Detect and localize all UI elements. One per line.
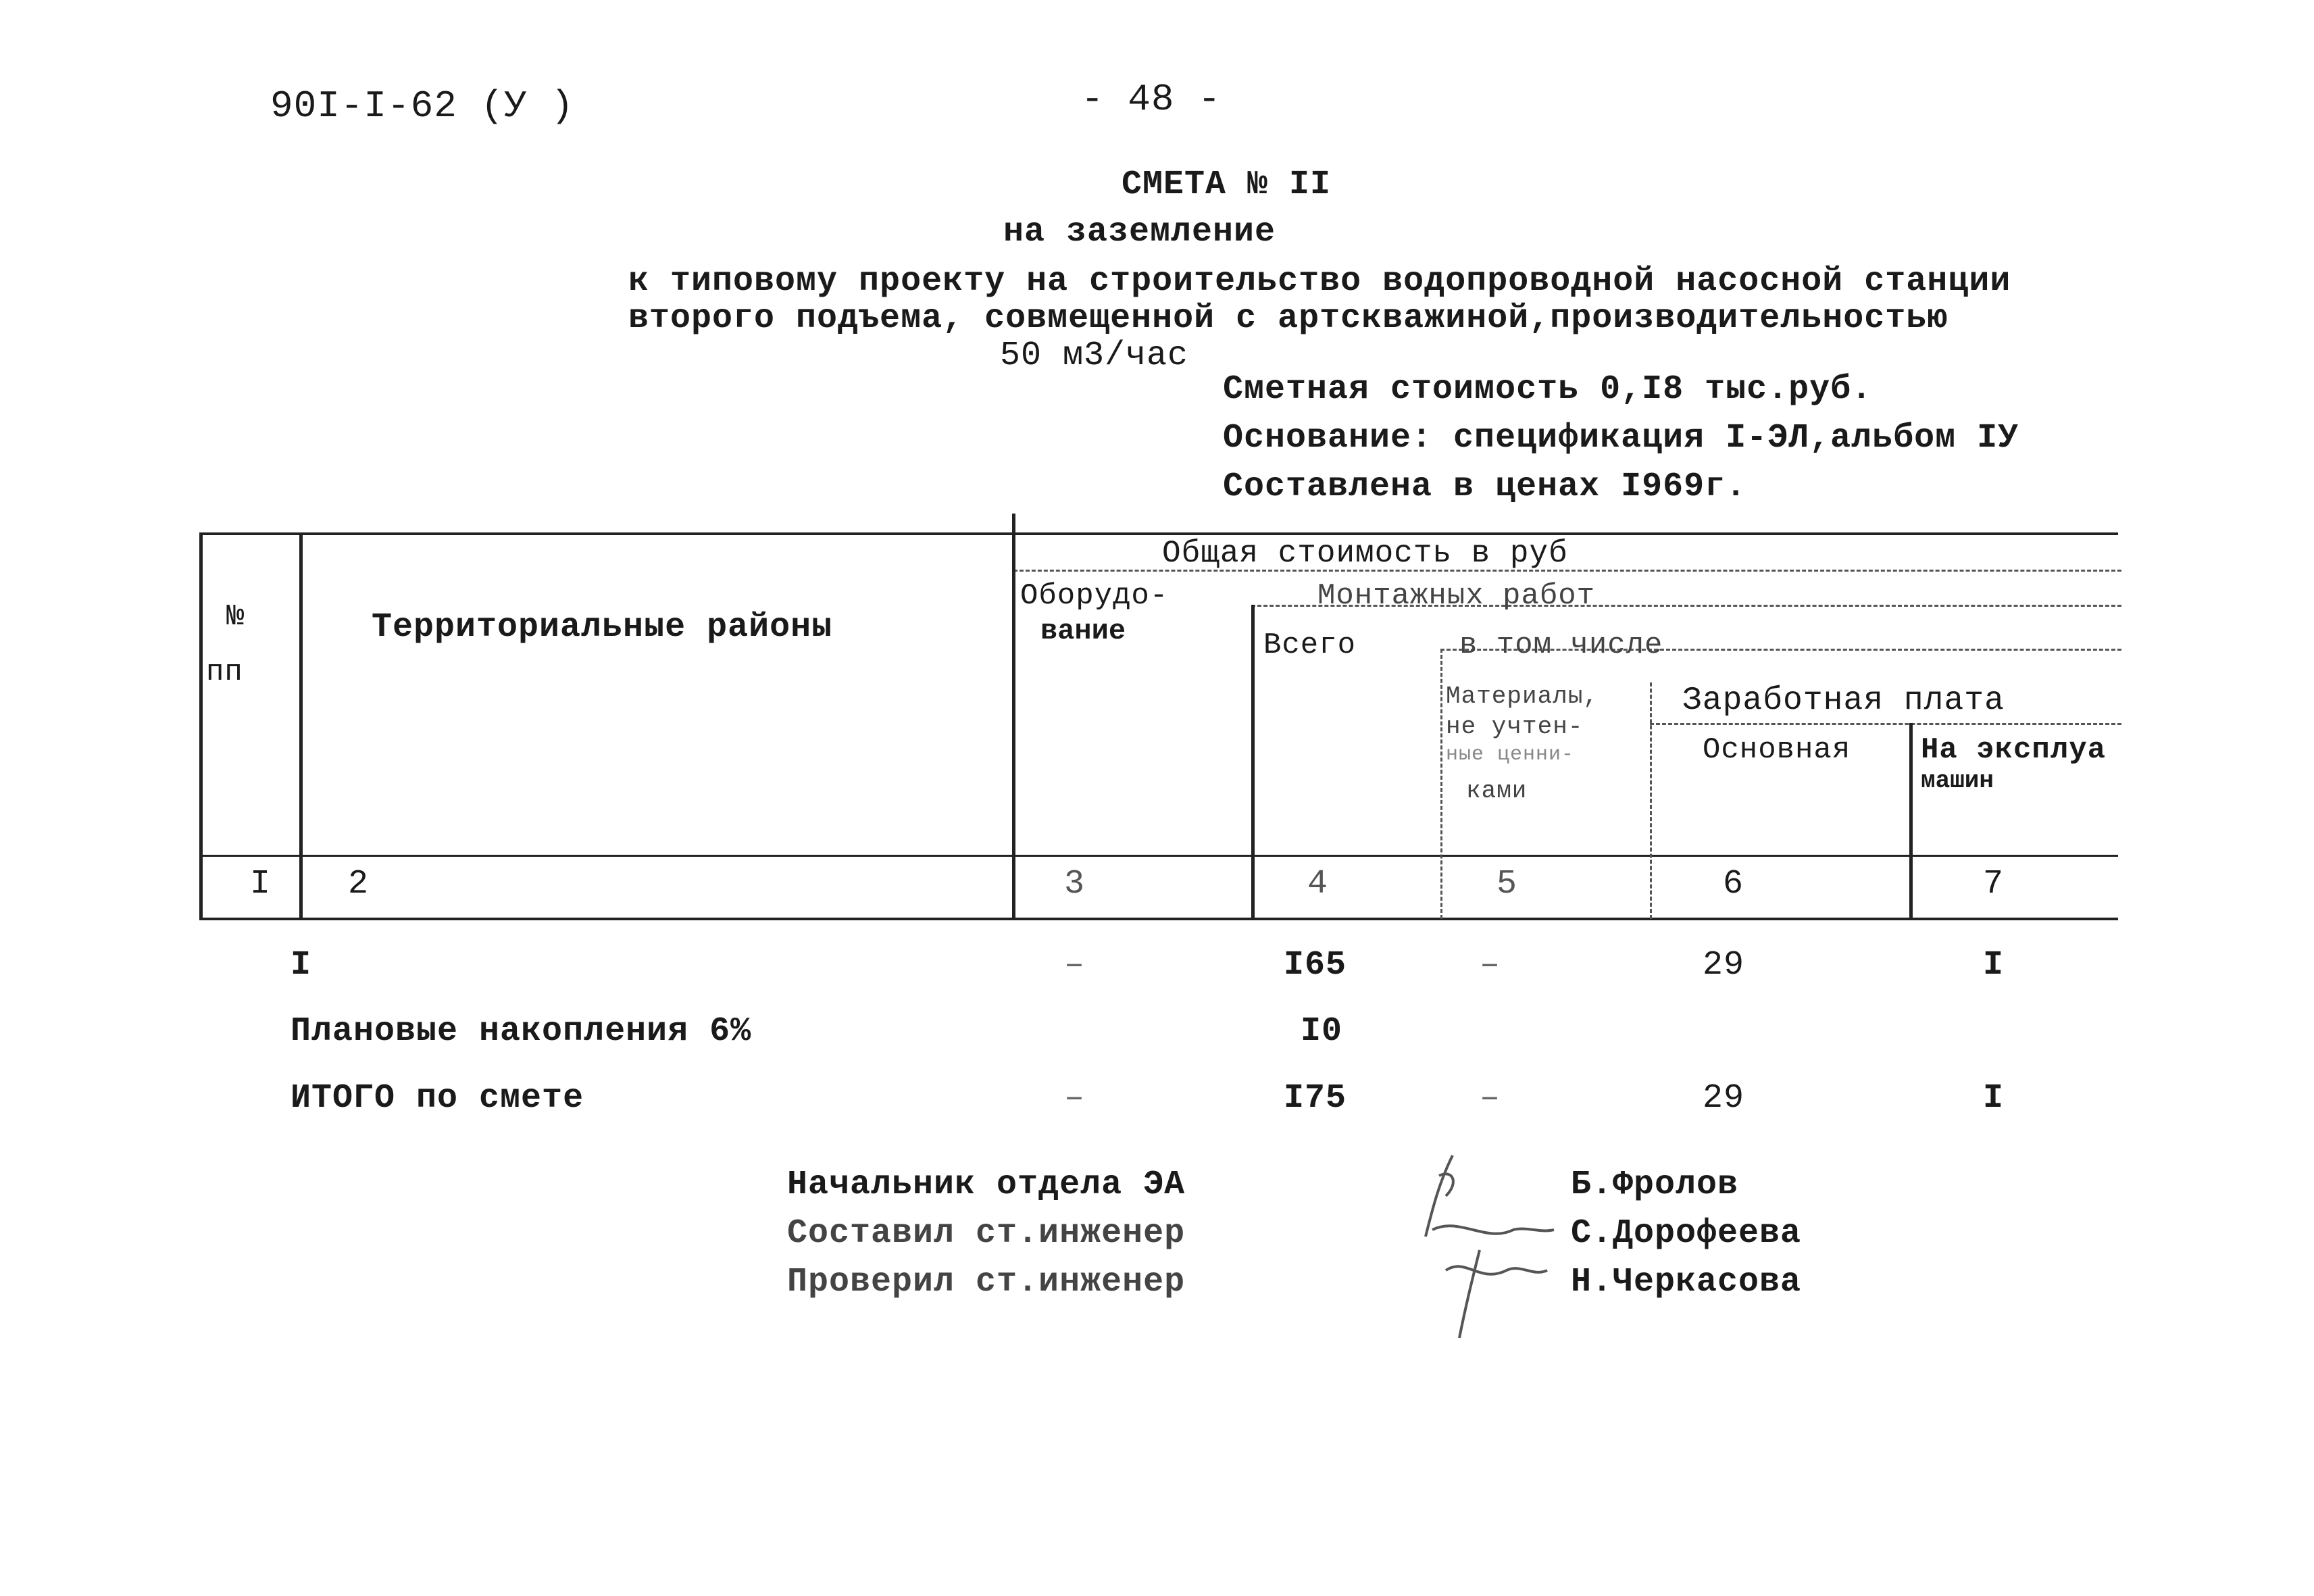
title-line-1: к типовому проекту на строительство водопроводной насосной станции <box>628 262 2011 301</box>
header-machine-operation: На эксплуа <box>1921 733 2107 767</box>
header-installation: Монтажных работ <box>1317 579 1596 613</box>
col-number: 5 <box>1496 865 1518 903</box>
cell-total: I75 <box>1284 1079 1347 1118</box>
price-basis: Составлена в ценах I969г. <box>1223 468 1747 506</box>
header-basic-wages: Основная <box>1703 733 1851 767</box>
cell-total: I0 <box>1301 1012 1343 1051</box>
cell-equipment: – <box>1064 1079 1086 1118</box>
estimate-heading: СМЕТА № II <box>1122 166 1332 204</box>
cell-basic-wages: 29 <box>1703 1079 1745 1118</box>
header-materials-4: ками <box>1466 777 1528 805</box>
header-equipment: Оборудо- <box>1020 579 1169 613</box>
header-materials-3: ные ценни- <box>1446 743 1575 766</box>
header-materials: Материалы, <box>1446 682 1599 710</box>
header-total-cost: Общая стоимость в руб <box>1162 536 1568 571</box>
page-number: - 48 - <box>1081 78 1222 121</box>
header-all: Всего <box>1263 628 1357 662</box>
cell-equipment: – <box>1064 946 1086 984</box>
col-number: I <box>250 865 272 903</box>
row-label: I <box>291 946 312 984</box>
header-wages: Заработная плата <box>1682 682 2005 719</box>
signer-name: С.Дорофеева <box>1571 1214 1802 1253</box>
col-number: 3 <box>1064 865 1086 903</box>
cell-machines: I <box>1983 946 2005 984</box>
signer-role: Начальник отдела ЭА <box>787 1166 1186 1204</box>
header-machine-operation-2: машин <box>1921 767 1994 795</box>
signer-name: Н.Черкасова <box>1571 1263 1802 1301</box>
header-num-pp: пп <box>206 655 243 689</box>
estimated-cost: Сметная стоимость 0,I8 тыс.руб. <box>1223 370 1873 409</box>
title-line-3: 50 м3/час <box>1000 336 1189 375</box>
cell-materials: – <box>1480 1079 1501 1118</box>
header-num: № <box>226 600 245 634</box>
row-label: ИТОГО по смете <box>291 1079 584 1118</box>
header-materials-2: не учтен- <box>1446 713 1584 741</box>
estimate-subject: на заземление <box>1003 213 1276 251</box>
handwritten-signature-icon <box>1412 1142 1588 1345</box>
col-number: 4 <box>1307 865 1329 903</box>
col-number: 7 <box>1983 865 2005 903</box>
cell-machines: I <box>1983 1079 2005 1118</box>
header-region: Территориальные районы <box>372 608 833 647</box>
col-number: 2 <box>348 865 370 903</box>
header-including: в том числе <box>1459 628 1663 662</box>
cell-materials: – <box>1480 946 1501 984</box>
cell-basic-wages: 29 <box>1703 946 1745 984</box>
cell-total: I65 <box>1284 946 1347 984</box>
title-line-2: второго подъема, совмещенной с артскважиной,производительностью <box>628 299 1948 338</box>
signer-name: Б.Фролов <box>1571 1166 1739 1204</box>
col-number: 6 <box>1723 865 1744 903</box>
document-code: 90I-I-62 (У ) <box>270 84 574 128</box>
basis: Основание: спецификация I-ЭЛ,альбом IУ <box>1223 419 2019 457</box>
header-equipment-2: вание <box>1040 615 1126 647</box>
row-label: Плановые накопления 6% <box>291 1012 752 1051</box>
signer-role: Составил ст.инженер <box>787 1214 1186 1253</box>
signer-role: Проверил ст.инженер <box>787 1263 1186 1301</box>
